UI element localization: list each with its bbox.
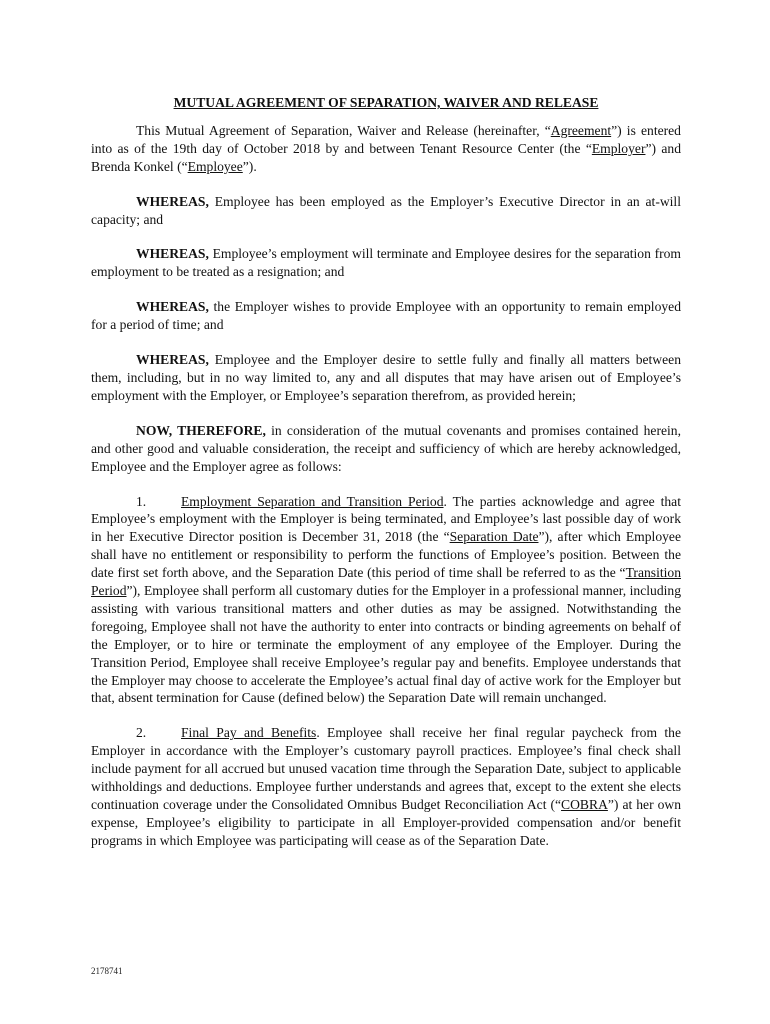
section-text-3: ”), Employee shall perform all customary duties for the Employer in a professional manner, including assisting with various transitional matters and other duties as may be assigned. Notwithstanding the foregoing, Employee shall not have the authority to enter into contracts or binding agreements on behalf of the Employer, or to hire or terminate the employment of any employee of the Employer. During the Transition Period, Employee shall receive Employee’s regular pay and benefits. Employee understands that the Employer may choose to accelerate the Employee’s actual final day of active work for the Employer but that, absent termination for Cause (defined below) the Separation Date will remain unchanged.: [91, 583, 681, 706]
whereas-lead: WHEREAS,: [136, 299, 209, 315]
document-title: MUTUAL AGREEMENT OF SEPARATION, WAIVER AND RELEASE: [173, 95, 599, 110]
section-1-paragraph: [91, 493, 681, 708]
whereas-lead: WHEREAS,: [136, 193, 209, 209]
document-body: [91, 94, 681, 867]
whereas-lead: WHEREAS,: [136, 246, 209, 262]
section-number: 1.: [136, 493, 147, 509]
section-text-2: ”) at her own expense, Employee’s eligibility to participate in all Employer-provided compensation and/or benefit programs in which Employee was participating will cease as of the Separation Date.: [91, 797, 681, 848]
section-2-paragraph: [91, 724, 681, 849]
section-text-1: . Employee shall receive her final regular paycheck from the Employer in accordance with the Employer’s customary payroll practices. Employee’s final check shall include payment for all accrued but unused vacation time through the Separation Date, subject to applicable withholdings and deductions. Employee further understands and agrees that, except to the extent she elects continuation coverage under the Consolidated Omnibus Budget Reconciliation Act (“: [91, 725, 681, 812]
defined-term-transition-period: Transition Period: [91, 565, 681, 599]
intro-text-2: ”) is entered into as of the 19th day of October 2018 by and between Tenant Resource Center (the “: [91, 122, 681, 156]
whereas-paragraph-1: [91, 193, 681, 229]
document-id: 2178741: [91, 966, 123, 976]
now-therefore-text: in consideration of the mutual covenants and promises contained herein, and other good and valuable consideration, the receipt and sufficiency of which are hereby acknowledged, Employee and the Employer agree as follows:: [91, 422, 681, 474]
defined-term-cobra: COBRA: [561, 797, 608, 812]
whereas-paragraph-4: [91, 351, 681, 405]
whereas-lead: WHEREAS,: [136, 352, 209, 368]
intro-text-4: ”).: [242, 158, 257, 174]
whereas-paragraph-3: [91, 298, 681, 334]
whereas-paragraph-2: [91, 245, 681, 281]
defined-term-employee: Employee: [187, 158, 243, 174]
section-number: 2.: [136, 725, 147, 741]
section-heading: Employment Separation and Transition Period: [181, 493, 444, 509]
whereas-text: Employee and the Employer desire to settle fully and finally all matters between them, including, but in no way limited to, any and all disputes that may have arisen out of Employee’s employment with the Employer, or Employee’s separation therefrom, as provided herein;: [91, 352, 681, 403]
whereas-text: the Employer wishes to provide Employee with an opportunity to remain employed for a period of time; and: [91, 299, 681, 333]
section-heading: Final Pay and Benefits: [181, 725, 317, 741]
whereas-text: Employee’s employment will terminate and Employee desires for the separation from employment to be treated as a resignation; and: [91, 246, 681, 280]
intro-paragraph: [91, 122, 681, 176]
section-text-1: . The parties acknowledge and agree that Employee’s employment with the Employer is being terminated, and Employee’s last possible day of work in her Executive Director position is December 31, 2018 (the “: [91, 493, 681, 545]
now-therefore-paragraph: [91, 422, 681, 476]
intro-text-3: ”) and Brenda Konkel (“: [91, 140, 681, 174]
section-text-2: ”), after which Employee shall have no entitlement or responsibility to perform the functions of Employee’s position. Between the date first set forth above, and the Separation Date (this period of time shall be referred to as the “: [91, 529, 681, 581]
now-therefore-lead: NOW, THEREFORE,: [136, 422, 266, 438]
defined-term-agreement: Agreement: [550, 122, 612, 138]
defined-term-employer: Employer: [591, 140, 646, 156]
intro-text-1: This Mutual Agreement of Separation, Waiver and Release (hereinafter, “: [136, 122, 551, 138]
whereas-text: Employee has been employed as the Employer’s Executive Director in an at-will capacity; and: [91, 193, 681, 227]
defined-term-separation-date: Separation Date: [449, 529, 539, 545]
